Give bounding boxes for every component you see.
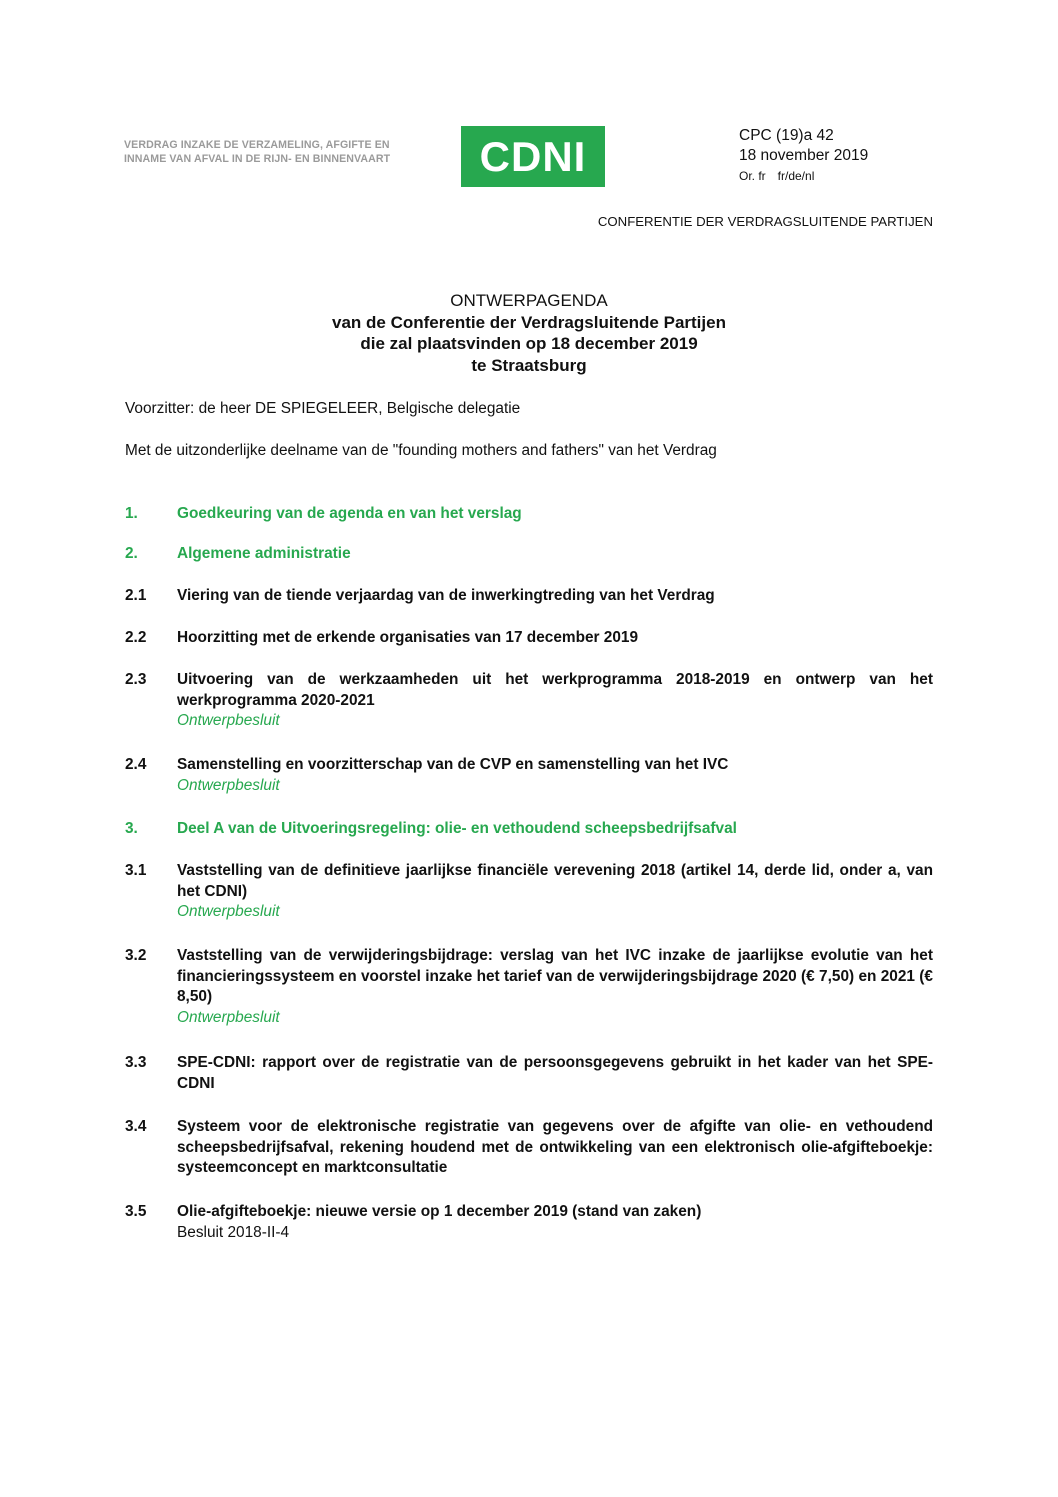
conference-label: CONFERENTIE DER VERDRAGSLUITENDE PARTIJEN xyxy=(597,214,933,229)
draft-decision-label: Ontwerpbesluit xyxy=(177,776,280,794)
agenda-item-text: Hoorzitting met de erkende organisaties van 17 december 2019 xyxy=(177,629,639,646)
agenda-title xyxy=(0,290,1058,376)
document-reference: CPC (19)a 42 xyxy=(739,127,834,144)
document-reference-block xyxy=(739,126,868,186)
agenda-item xyxy=(125,504,933,525)
title-line-2: van de Conferentie der Verdragsluitende Partijen xyxy=(332,312,726,332)
agenda-item xyxy=(125,586,933,607)
agenda-item-text: Vaststelling van de definitieve jaarlijkse financiële verevening 2018 (artikel 14, derde lid, onder a, van het CDNI) xyxy=(177,862,933,900)
organisation-name xyxy=(124,138,390,166)
cdni-logo xyxy=(461,126,605,187)
agenda-item-number: 3.4 xyxy=(125,1118,147,1135)
agenda-item-text: Viering van de tiende verjaardag van de inwerkingtreding van het Verdrag xyxy=(177,587,715,604)
logo-text: CDNI xyxy=(479,132,587,180)
decision-reference: Besluit 2018-II-4 xyxy=(177,1223,290,1241)
chair-line: Voorzitter: de heer DE SPIEGELEER, Belgische delegatie xyxy=(125,400,521,417)
agenda-item-number: 2. xyxy=(125,545,138,562)
draft-decision-label: Ontwerpbesluit xyxy=(177,1008,280,1026)
original-language: Or. fr xyxy=(739,169,766,183)
agenda-item xyxy=(125,819,933,840)
languages: fr/de/nl xyxy=(777,169,815,183)
agenda-item-number: 3.1 xyxy=(125,862,147,879)
agenda-item-text: Deel A van de Uitvoeringsregeling: olie- en vethoudend scheepsbedrijfsafval xyxy=(177,820,737,837)
draft-decision-label: Ontwerpbesluit xyxy=(177,903,280,920)
agenda-item-number: 3. xyxy=(125,820,138,837)
agenda-item-number: 3.2 xyxy=(125,947,147,964)
agenda-item-number: 3.3 xyxy=(125,1054,147,1071)
agenda-item-number: 2.4 xyxy=(125,756,147,773)
agenda-item xyxy=(125,1053,933,1094)
agenda-item xyxy=(125,1117,933,1179)
agenda-item-text: SPE-CDNI: rapport over de registratie van de persoonsgegevens gebruikt in het kader van het SPE-CDNI xyxy=(177,1054,933,1092)
agenda-item xyxy=(125,670,933,732)
agenda-item xyxy=(125,1202,933,1243)
agenda-item-number: 2.3 xyxy=(125,671,147,688)
agenda-item-number: 1. xyxy=(125,505,138,522)
title-line-3: die zal plaatsvinden op 18 december 2019 xyxy=(360,334,698,353)
organisation-name-line-2: INNAME VAN AFVAL IN DE RIJN- EN BINNENVAART xyxy=(124,153,391,165)
agenda-item-number: 3.5 xyxy=(125,1203,147,1220)
participation-line: Met de uitzonderlijke deelname van de "founding mothers and fathers" van het Verdrag xyxy=(125,442,717,459)
agenda-item xyxy=(125,544,933,565)
agenda-item-text: Goedkeuring van de agenda en van het verslag xyxy=(177,505,522,522)
agenda-item-text: Vaststelling van de verwijderingsbijdrage: verslag van het IVC inzake de jaarlijkse evolutie van het financieringssysteem en voorstel inzake het tarief van de verwijderingsbijdrage 2020 (€ 7,50) en 2021 (€ 8,50) xyxy=(177,947,933,1005)
agenda-item-text: Algemene administratie xyxy=(177,545,351,562)
agenda-item-number: 2.1 xyxy=(125,587,147,604)
title-line-4: te Straatsburg xyxy=(471,355,587,375)
agenda-item xyxy=(125,946,933,1028)
document-date: 18 november 2019 xyxy=(739,147,869,164)
agenda-item-number: 2.2 xyxy=(125,629,147,646)
agenda-item xyxy=(125,628,933,649)
agenda-item-text: Systeem voor de elektronische registratie van gegevens over de afgifte van olie- en vethoudend scheepsbedrijfsafval, rekening houdend met de ontwikkeling van een elektronisch olie-afgifteboekje: systeemconcept en marktconsultatie xyxy=(177,1118,933,1176)
title-line-1: ONTWERPAGENDA xyxy=(450,291,608,310)
draft-decision-label: Ontwerpbesluit xyxy=(177,712,280,729)
agenda-item-text: Olie-afgifteboekje: nieuwe versie op 1 december 2019 (stand van zaken) xyxy=(177,1203,702,1220)
language-info xyxy=(739,166,868,186)
agenda-item-text: Uitvoering van de werkzaamheden uit het werkprogramma 2018-2019 en ontwerp van het werkprogramma 2020-2021 xyxy=(177,671,933,709)
agenda-item xyxy=(125,861,933,923)
organisation-name-line-1: VERDRAG INZAKE DE VERZAMELING, AFGIFTE EN xyxy=(124,139,390,151)
agenda-item xyxy=(125,755,933,796)
agenda-item-text: Samenstelling en voorzitterschap van de CVP en samenstelling van het IVC xyxy=(177,756,729,773)
